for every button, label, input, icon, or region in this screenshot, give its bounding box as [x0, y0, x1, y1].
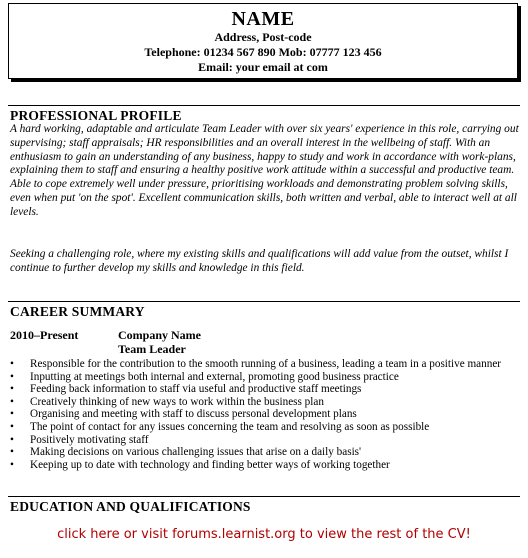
profile-heading: PROFESSIONAL PROFILE: [10, 108, 182, 123]
profile-paragraph-2: Seeking a challenging role, where my existing skills and qualifications will add value from the outset, whilst I continue to further develop my skills and knowledge in this field.: [10, 248, 509, 274]
email-line: Email: your email at com: [198, 60, 328, 74]
list-item: • Making decisions on various challenging issues that arise on a daily basis': [10, 446, 525, 459]
list-item: • Responsible for the contribution to the smooth running of a business, leading a team in a positive manner: [10, 358, 525, 371]
education-divider: [8, 496, 520, 497]
job-company-block: [118, 328, 201, 356]
list-item: • Feeding back information to staff via useful and productive staff meetings: [10, 383, 525, 396]
list-item: • Keeping up to date with technology and finding better ways of working together: [10, 459, 525, 472]
list-item: • Positively motivating staff: [10, 434, 525, 447]
telephone-line: Telephone: 01234 567 890 Mob: 07777 123 456: [144, 45, 382, 59]
education-heading: EDUCATION AND QUALIFICATIONS: [10, 499, 251, 514]
contact-header: [8, 3, 518, 79]
list-item: • The point of contact for any issues concerning the team and resolving as soon as possible: [10, 421, 525, 434]
career-heading: CAREER SUMMARY: [10, 304, 145, 319]
profile-paragraph-1: A hard working, adaptable and articulate Team Leader with over six years' experience in this role, carrying out supervising; staff appraisals; HR responsibilities and an overall interest in the wellbeing of staff. With an enthusiasm to gain an understanding of any business, happy to study and work in accordance with work-plans, explaining them to staff and ensuring a healthy positive work attitude within a successful and productive team. Able to cope extremely well under pressure, prioritising workloads and demonstrating problem solving skills, even when put 'on the spot'. Excellent communication skills, both written and verbal, able to interact well at all levels.: [10, 123, 519, 218]
profile-divider: [8, 105, 520, 106]
address-line: Address, Post-code: [214, 30, 312, 44]
candidate-name: NAME: [231, 8, 295, 30]
view-full-cv-link[interactable]: click here or visit forums.learnist.org to view the rest of the CV!: [57, 527, 471, 542]
career-divider: [8, 301, 520, 302]
list-item: • Inputting at meetings both internal and external, promoting good business practice: [10, 371, 525, 384]
list-item: • Creatively thinking of new ways to work within the business plan: [10, 396, 525, 409]
responsibility-list: [10, 358, 525, 471]
company-name: Company Name: [118, 328, 201, 342]
list-item: • Organising and meeting with staff to discuss personal development plans: [10, 408, 525, 421]
job-dates: 2010–Present: [10, 328, 79, 342]
job-role: Team Leader: [118, 342, 186, 356]
